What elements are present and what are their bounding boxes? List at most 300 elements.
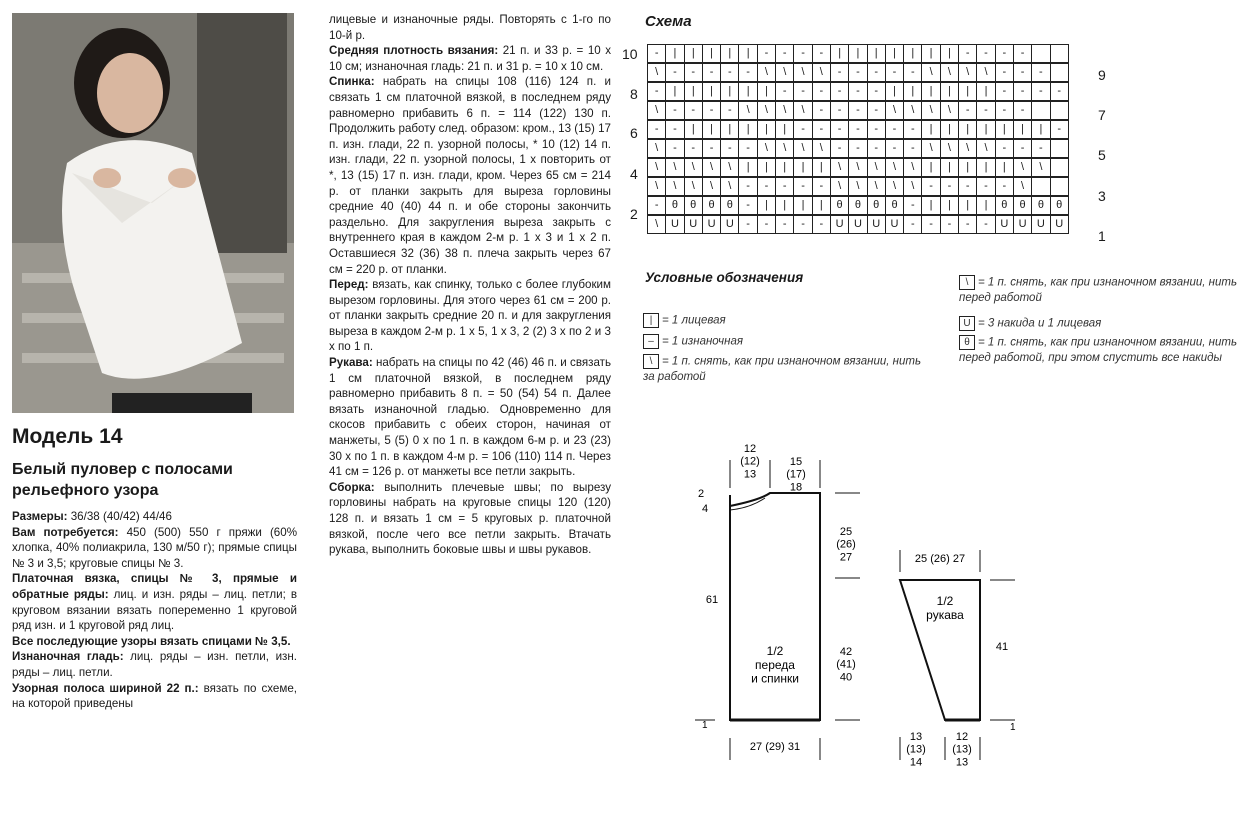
chart-cell: \ [830, 158, 849, 177]
chart-cell: | [757, 196, 776, 215]
row-number: 8 [630, 86, 638, 102]
chart-cell: θ [848, 196, 867, 215]
chart-cell: - [958, 215, 977, 234]
chart-cell: \ [757, 101, 776, 120]
chart-cell: - [867, 63, 886, 82]
chart-cell: | [976, 196, 995, 215]
chart-cell: | [995, 158, 1014, 177]
chart-cell: - [738, 196, 757, 215]
paragraph-text: 36/38 (40/42) 44/46 [67, 510, 172, 523]
legend-item [643, 313, 923, 329]
chart-cell: \ [903, 158, 922, 177]
chart-cell: \ [775, 101, 794, 120]
yarn-over-icon: U [959, 316, 975, 331]
chart-cell: - [684, 101, 703, 120]
chart-cell: - [684, 139, 703, 158]
chart-cell: - [775, 177, 794, 196]
chart-cell: | [812, 158, 831, 177]
chart-cell: \ [921, 139, 940, 158]
chart-cell: \ [921, 63, 940, 82]
paragraph-text: выполнить плечевые швы; по вырезу горловины набрать на круговые спицы 120 (120) 128 п. и вязать 1 см = 5 круговых р. платочной вязкой, после чего все петли закрыть. Втачать рукава, выполнить боковые швы и швы рукавов. [329, 480, 611, 557]
chart-cell: | [684, 44, 703, 63]
chart-cell: | [684, 82, 703, 101]
chart-cell: - [995, 82, 1014, 101]
chart-cell: \ [885, 101, 904, 120]
chart-cell: \ [958, 63, 977, 82]
chart-cell: | [1031, 120, 1050, 139]
chart-cell: \ [958, 139, 977, 158]
chart-cell: - [940, 177, 959, 196]
paragraph [12, 509, 297, 525]
chart-cell: | [885, 82, 904, 101]
chart-cell: - [1013, 63, 1032, 82]
slip-back-icon: \ [643, 354, 659, 369]
chart-cell [1031, 44, 1050, 63]
chart-cell: - [812, 82, 831, 101]
chart-cell: \ [903, 177, 922, 196]
legend-group-left [643, 313, 923, 385]
chart-cell: - [903, 63, 922, 82]
chart-cell: \ [647, 215, 666, 234]
chart-cell: θ [1050, 196, 1069, 215]
legend-item [643, 334, 923, 350]
chart-cell: | [958, 82, 977, 101]
chart-cell: \ [885, 158, 904, 177]
paragraph-label: Спинка: [329, 75, 375, 89]
chart-cell: - [738, 139, 757, 158]
legend-text: = 3 накида и 1 лицевая [978, 317, 1102, 330]
model-title: Модель 14 [12, 425, 123, 448]
chart-cell: \ [867, 158, 886, 177]
dim-sleeve-right: 41 [995, 641, 1009, 653]
chart-cell: - [1013, 101, 1032, 120]
knitting-chart-grid [647, 44, 1068, 234]
chart-cell: | [702, 44, 721, 63]
dim-hem: 1 [702, 720, 708, 731]
chart-row [647, 120, 1068, 139]
legend-item [959, 275, 1244, 306]
chart-cell: - [812, 215, 831, 234]
chart-cell: | [867, 44, 886, 63]
chart-cell: \ [647, 101, 666, 120]
chart-cell: \ [848, 177, 867, 196]
chart-cell: - [738, 177, 757, 196]
chart-cell: - [665, 120, 684, 139]
paragraph-text: 21 п. и 33 р. = 10 x 10 см; изнаночная гладь: 21 п. и 31 р. = 10 x 10 см. [329, 44, 611, 73]
chart-cell: - [903, 196, 922, 215]
chart-row [647, 63, 1068, 82]
chart-cell [1050, 101, 1069, 120]
chart-cell: \ [976, 63, 995, 82]
chart-cell: | [940, 158, 959, 177]
chart-cell: U [848, 215, 867, 234]
paragraph [329, 480, 611, 558]
paragraph [329, 74, 611, 277]
chart-cell: - [867, 101, 886, 120]
chart-cell: \ [647, 158, 666, 177]
chart-cell: U [665, 215, 684, 234]
legend-text: = 1 п. снять, как при изнаночном вязании, нить перед работой, при этом спустить все накиды [959, 336, 1238, 364]
chart-cell: \ [848, 158, 867, 177]
chart-cell: | [976, 158, 995, 177]
chart-cell: \ [867, 177, 886, 196]
sleeve-piece [900, 550, 1016, 768]
chart-row [647, 158, 1068, 177]
chart-cell: | [738, 44, 757, 63]
chart-cell: - [738, 63, 757, 82]
chart-cell: - [647, 44, 666, 63]
paragraph-label: Рукава: [329, 356, 373, 370]
chart-cell: - [1031, 139, 1050, 158]
chart-cell: - [1031, 63, 1050, 82]
schema-title: Схема [645, 13, 692, 30]
chart-cell: - [995, 101, 1014, 120]
chart-cell: - [812, 120, 831, 139]
chart-cell: | [702, 82, 721, 101]
paragraph-text: 450 (500) 550 г пряжи (60% хлопка, 40% полиакрила, 130 м/50 г); прямые спицы № 3 и 3,5; круговые спицы № 3. [12, 525, 298, 570]
chart-cell: | [940, 120, 959, 139]
paragraph-label: Изнаночная гладь: [12, 650, 124, 664]
chart-cell: U [702, 215, 721, 234]
chart-cell: θ [995, 196, 1014, 215]
sleeve-label: 1/2 рукава [926, 594, 964, 622]
chart-cell: - [812, 177, 831, 196]
chart-cell: - [1013, 82, 1032, 101]
chart-cell: - [995, 139, 1014, 158]
chart-cell: | [958, 158, 977, 177]
legend-item [643, 354, 923, 385]
chart-cell: \ [647, 139, 666, 158]
chart-cell: \ [793, 139, 812, 158]
dim-top-right: 15 (17) 18 [786, 456, 806, 494]
chart-cell: U [1031, 215, 1050, 234]
chart-cell: - [830, 120, 849, 139]
row-number: 2 [630, 206, 638, 222]
chart-cell: \ [665, 177, 684, 196]
legend-title: Условные обозначения [645, 270, 804, 285]
chart-cell: U [885, 215, 904, 234]
legend-item [959, 316, 1244, 332]
chart-cell: - [684, 63, 703, 82]
chart-cell: - [867, 139, 886, 158]
paragraph [329, 43, 611, 74]
chart-cell: \ [720, 158, 739, 177]
paragraph-text: вязать, как спинку, только с более глубоким вырезом горловины. Для этого через 61 см = 200 р. от планки закрыть средние 20 п. и для закругления выреза в каждом 2-м р. 1 x 5, 1 x 3, 2 (2) 3 x по 2 и 3 x по 1 п. [329, 278, 611, 354]
chart-cell: - [867, 82, 886, 101]
dim-sleeve-top: 25 (26) 27 [914, 553, 966, 565]
legend-text: = 1 п. снять, как при изнаночном вязании, нить перед работой [959, 276, 1238, 304]
dim-sleeve-bottom-right: 12 (13) 13 [952, 731, 972, 769]
chart-cell: - [1013, 139, 1032, 158]
paragraph-text: набрать на спицы 108 (116) 124 п. и связать 1 см платочной вязкой, в последнем ряду равномерно прибавить 6 п. = 114 (122) 130 п. Продолжить работу след. образом: кром., 13 (15) 17 п. изн. глади, 22 п. узорной полосы, * 10 (12) 14 п. изн. глади, 22 п. узорной полосы, 1 x повторить от *, 13 (15) 17 п. изн. глади, кром. Через 65 см = 214 р. от планки закрыть для выреза горловины средние 40 (40) 44 п. и обе стороны закончить раздельно. Для закругления выреза закрыть с внутреннего края в каждом 2-м р. 1 x 3 и 1 x 2 п. Оставшиеся 32 (36) 38 п. плеча закрыть через 67 см = 220 р. от планки. [329, 75, 612, 276]
dim-sleeve-bottom-left: 13 (13) 14 [906, 731, 926, 769]
legend-group-right [959, 275, 1244, 366]
chart-cell: | [757, 158, 776, 177]
paragraph [329, 355, 611, 480]
chart-cell: \ [793, 101, 812, 120]
chart-row [647, 82, 1068, 101]
chart-row [647, 44, 1068, 63]
chart-cell: \ [775, 139, 794, 158]
dim-neck-1: 2 [698, 488, 705, 500]
chart-cell: \ [1031, 158, 1050, 177]
chart-cell: - [793, 177, 812, 196]
chart-cell: - [665, 139, 684, 158]
row-number: 5 [1098, 147, 1106, 163]
dim-left: 61 [705, 594, 719, 606]
paragraph [12, 681, 297, 712]
chart-cell: \ [684, 158, 703, 177]
drop-stitch-icon: θ [959, 335, 975, 350]
chart-cell: - [995, 44, 1014, 63]
chart-cell: - [1050, 82, 1069, 101]
paragraph-label: Средняя плотность вязания: [329, 44, 499, 58]
chart-cell: | [738, 82, 757, 101]
chart-cell: - [702, 63, 721, 82]
chart-cell: | [921, 82, 940, 101]
chart-cell: - [1050, 120, 1069, 139]
chart-cell: \ [702, 177, 721, 196]
chart-cell: | [921, 44, 940, 63]
chart-cell: \ [903, 101, 922, 120]
chart-cell: - [775, 44, 794, 63]
chart-cell: U [684, 215, 703, 234]
text-column-2 [329, 12, 611, 558]
chart-cell: - [757, 177, 776, 196]
chart-cell: \ [738, 101, 757, 120]
paragraph-label: Узорная полоса шириной 22 п.: [12, 681, 199, 695]
chart-cell: | [720, 120, 739, 139]
chart-cell: | [775, 196, 794, 215]
chart-cell: \ [720, 177, 739, 196]
paragraph [12, 634, 297, 650]
row-number: 6 [630, 125, 638, 141]
chart-cell: | [903, 82, 922, 101]
chart-cell: | [995, 120, 1014, 139]
chart-cell: \ [812, 139, 831, 158]
paragraph-label: Размеры: [12, 510, 68, 523]
paragraph-label: Сборка: [329, 480, 375, 494]
chart-cell: - [958, 177, 977, 196]
dim-right-top: 25 (26) 27 [836, 526, 856, 564]
paragraph [12, 571, 297, 633]
chart-cell: - [720, 101, 739, 120]
chart-cell: | [665, 82, 684, 101]
chart-cell: - [921, 215, 940, 234]
chart-cell: - [793, 44, 812, 63]
paragraph [329, 12, 611, 43]
chart-cell: \ [757, 139, 776, 158]
chart-cell: \ [940, 101, 959, 120]
dim-top-left: 12 (12) 13 [740, 443, 760, 481]
chart-row [647, 196, 1068, 215]
chart-cell: \ [976, 139, 995, 158]
slip-front-icon: \ [959, 275, 975, 290]
paragraph [12, 525, 297, 572]
chart-cell: | [976, 82, 995, 101]
chart-cell: - [702, 139, 721, 158]
chart-cell: | [940, 44, 959, 63]
chart-cell: - [940, 215, 959, 234]
legend-item [959, 335, 1244, 366]
paragraph-text: вязать по схеме, на которой приведены [12, 681, 297, 711]
chart-cell: θ [684, 196, 703, 215]
chart-row [647, 139, 1068, 158]
chart-cell: | [793, 196, 812, 215]
model-photo-illustration [12, 13, 294, 413]
legend-text: = 1 изнаночная [662, 335, 743, 348]
model-photo [12, 13, 294, 413]
row-number: 3 [1098, 188, 1106, 204]
chart-cell: U [1013, 215, 1032, 234]
chart-cell: - [848, 139, 867, 158]
chart-cell: - [885, 63, 904, 82]
chart-cell: - [848, 120, 867, 139]
chart-cell: - [720, 139, 739, 158]
legend-text: = 1 п. снять, как при изнаночном вязании, нить за работой [643, 355, 922, 383]
chart-cell: - [958, 101, 977, 120]
chart-cell: \ [702, 158, 721, 177]
chart-cell: - [793, 120, 812, 139]
paragraph-label: Платочная вязка, спицы № 3, прямые и обратные ряды: [12, 572, 297, 601]
chart-cell: - [976, 177, 995, 196]
chart-cell: - [775, 82, 794, 101]
chart-cell: \ [1013, 177, 1032, 196]
chart-cell: - [757, 44, 776, 63]
model-subtitle: Белый пуловер с полосами рельефного узора [12, 461, 233, 499]
chart-cell [1031, 101, 1050, 120]
chart-cell: - [830, 82, 849, 101]
chart-cell: | [720, 44, 739, 63]
chart-cell [1050, 177, 1069, 196]
chart-cell: \ [793, 63, 812, 82]
chart-cell [1050, 44, 1069, 63]
paragraph-text: лиц. ряды – изн. петли, изн. ряды – лиц. петли. [12, 650, 297, 679]
chart-cell: - [903, 139, 922, 158]
paragraph [12, 649, 297, 680]
chart-cell: - [903, 120, 922, 139]
chart-cell [1050, 63, 1069, 82]
paragraph-label: Вам потребуется: [12, 525, 119, 539]
chart-cell: - [848, 63, 867, 82]
chart-cell: \ [775, 63, 794, 82]
chart-cell: | [921, 120, 940, 139]
row-number: 7 [1098, 107, 1106, 123]
chart-row [647, 101, 1068, 120]
chart-cell: - [647, 82, 666, 101]
paragraph-label: Перед: [329, 278, 369, 292]
pattern-diagram [690, 440, 1030, 780]
chart-cell: | [793, 158, 812, 177]
row-number: 4 [630, 166, 638, 182]
chart-cell: | [757, 82, 776, 101]
chart-cell [1050, 139, 1069, 158]
chart-cell: - [1013, 44, 1032, 63]
chart-cell: \ [940, 63, 959, 82]
legend-text: = 1 лицевая [662, 314, 726, 327]
chart-cell: - [812, 44, 831, 63]
chart-cell: U [830, 215, 849, 234]
chart-cell: \ [885, 177, 904, 196]
chart-cell: \ [757, 63, 776, 82]
chart-cell: - [976, 215, 995, 234]
paragraph-text: набрать на спицы по 42 (46) 46 п. и связать 1 см платочной вязкой, в последнем ряду равномерно прибавить 8 п. = 50 (54) 54 п. Далее вязать изнаночной гладью. Одновременно для скосов прибавить с обеих сторон, начиная от манжеты, 5 (5) 0 x по 1 п. в каждом 6-м р. и 23 (23) 30 x по 1 п. в каждом 4-м р. = 106 (110) 114 п. Через 41 см = 126 р. от манжеты все петли закрыть. [329, 356, 611, 479]
chart-cell: θ [702, 196, 721, 215]
chart-cell: \ [684, 177, 703, 196]
chart-cell: θ [830, 196, 849, 215]
chart-cell: U [720, 215, 739, 234]
body-label: 1/2 переда и спинки [751, 644, 799, 686]
chart-cell: - [793, 215, 812, 234]
chart-cell: - [976, 101, 995, 120]
chart-cell: - [830, 101, 849, 120]
chart-cell: | [757, 120, 776, 139]
chart-cell: - [647, 196, 666, 215]
chart-cell: | [775, 158, 794, 177]
paragraph-text: лицевые и изнаночные ряды. Повторять с 1-го по 10-й р. [329, 13, 611, 42]
chart-cell: | [958, 120, 977, 139]
chart-row [647, 215, 1068, 234]
row-number: 1 [1098, 228, 1106, 244]
chart-cell: - [647, 120, 666, 139]
chart-cell: θ [1031, 196, 1050, 215]
chart-cell: | [775, 120, 794, 139]
chart-cell: - [848, 101, 867, 120]
chart-cell: - [720, 63, 739, 82]
chart-cell: U [867, 215, 886, 234]
knit-stitch-icon: | [643, 313, 659, 328]
chart-cell: θ [1013, 196, 1032, 215]
chart-cell: \ [1013, 158, 1032, 177]
chart-cell: | [684, 120, 703, 139]
chart-cell: - [995, 177, 1014, 196]
chart-cell: - [830, 63, 849, 82]
chart-cell: - [1031, 82, 1050, 101]
chart-cell: θ [885, 196, 904, 215]
chart-cell: \ [921, 101, 940, 120]
chart-cell: - [885, 139, 904, 158]
chart-cell: | [903, 44, 922, 63]
chart-cell: | [1013, 120, 1032, 139]
chart-cell: - [976, 44, 995, 63]
chart-cell: | [958, 196, 977, 215]
body-piece [695, 443, 860, 760]
chart-cell: \ [812, 63, 831, 82]
chart-cell: U [995, 215, 1014, 234]
chart-cell: - [702, 101, 721, 120]
chart-cell: | [830, 44, 849, 63]
chart-cell: | [940, 82, 959, 101]
chart-cell: - [757, 215, 776, 234]
chart-cell: | [848, 44, 867, 63]
chart-cell: θ [720, 196, 739, 215]
chart-cell: \ [830, 177, 849, 196]
chart-cell: | [812, 196, 831, 215]
chart-cell: - [848, 82, 867, 101]
chart-cell: \ [647, 63, 666, 82]
dim-bottom: 27 (29) 31 [749, 741, 801, 753]
chart-cell: - [903, 215, 922, 234]
chart-cell: - [921, 177, 940, 196]
chart-cell: \ [665, 158, 684, 177]
chart-cell: - [830, 139, 849, 158]
chart-cell: - [793, 82, 812, 101]
chart-cell: U [1050, 215, 1069, 234]
purl-stitch-icon: – [643, 334, 659, 349]
chart-cell: - [665, 101, 684, 120]
chart-cell: \ [940, 139, 959, 158]
text-column-1 [12, 425, 297, 712]
